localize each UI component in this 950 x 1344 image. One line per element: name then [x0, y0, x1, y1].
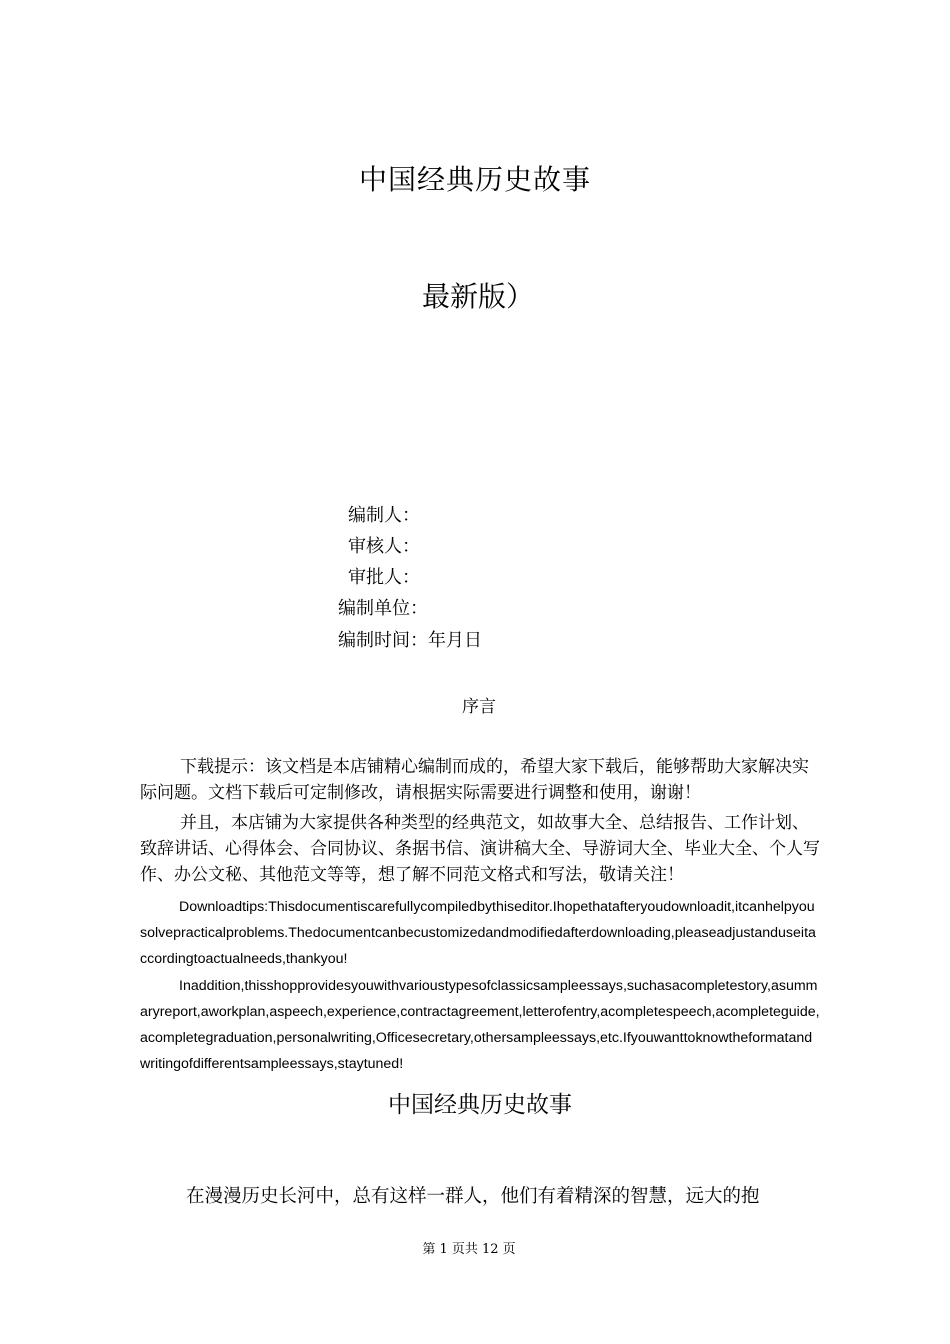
preface-zh-paragraph-2: 并且，本店铺为大家提供各种类型的经典范文，如故事大全、总结报告、工作计划、致辞讲话、心得体会、合同协议、条据书信、演讲稿大全、导游词大全、毕业大全、个人写作、办公文秘、其他范文等等，想了解不同范文格式和写法，敬请关注！ — [140, 813, 820, 885]
meta-value: 年月日 — [428, 630, 482, 651]
story-heading: 中国经典历史故事 — [388, 1092, 572, 1118]
meta-label: 审批人： — [348, 567, 420, 588]
meta-label: 编制单位： — [338, 598, 428, 619]
preface-en-paragraph-1: Downloadtips:Thisdocumentiscarefullycompiledbythiseditor.Ihopethatafteryoudownloadit,itcanhelpyousolvepracticalproblems.Thedocumentcanbecustomizedandmodifiedafterdownloading,pleaseadjustanduseitaccordingtoactualneeds,thankyou! — [140, 899, 816, 967]
meta-label: 编制人： — [348, 505, 420, 526]
page-footer: 第 1 页共 12 页 — [422, 1242, 516, 1257]
meta-label: 审核人： — [348, 536, 420, 557]
document-subtitle: 最新版） — [422, 280, 535, 313]
preface-en-paragraph-2: Inaddition,thisshopprovidesyouwithvarioustypesofclassicsampleessays,suchasacompletestory,asummaryreport,aworkplan,aspeech,experience,contractagreement,letterofentry,acompletespeech,acompleteguide,acompletegraduation,personalwriting,Officesecretary,othersampleessays,etc.Ifyouwanttoknowtheformatandwritingofdifferentsampleessays,staytuned! — [140, 978, 820, 1072]
meta-label: 编制时间： — [338, 630, 428, 651]
meta-approver — [348, 567, 420, 589]
meta-unit — [338, 598, 428, 620]
story-first-line: 在漫漫历史长河中，总有这样一群人，他们有着精深的智慧，远大的抱 — [186, 1186, 760, 1207]
meta-compiler — [348, 505, 420, 527]
meta-date — [338, 630, 482, 652]
preface-heading: 序言 — [462, 697, 496, 717]
preface-zh-paragraph-1: 下载提示：该文档是本店铺精心编制而成的，希望大家下载后，能够帮助大家解决实际问题。文档下载后可定制修改，请根据实际需要进行调整和使用，谢谢！ — [140, 757, 809, 803]
meta-reviewer — [348, 536, 420, 558]
document-title: 中国经典历史故事 — [358, 163, 591, 196]
